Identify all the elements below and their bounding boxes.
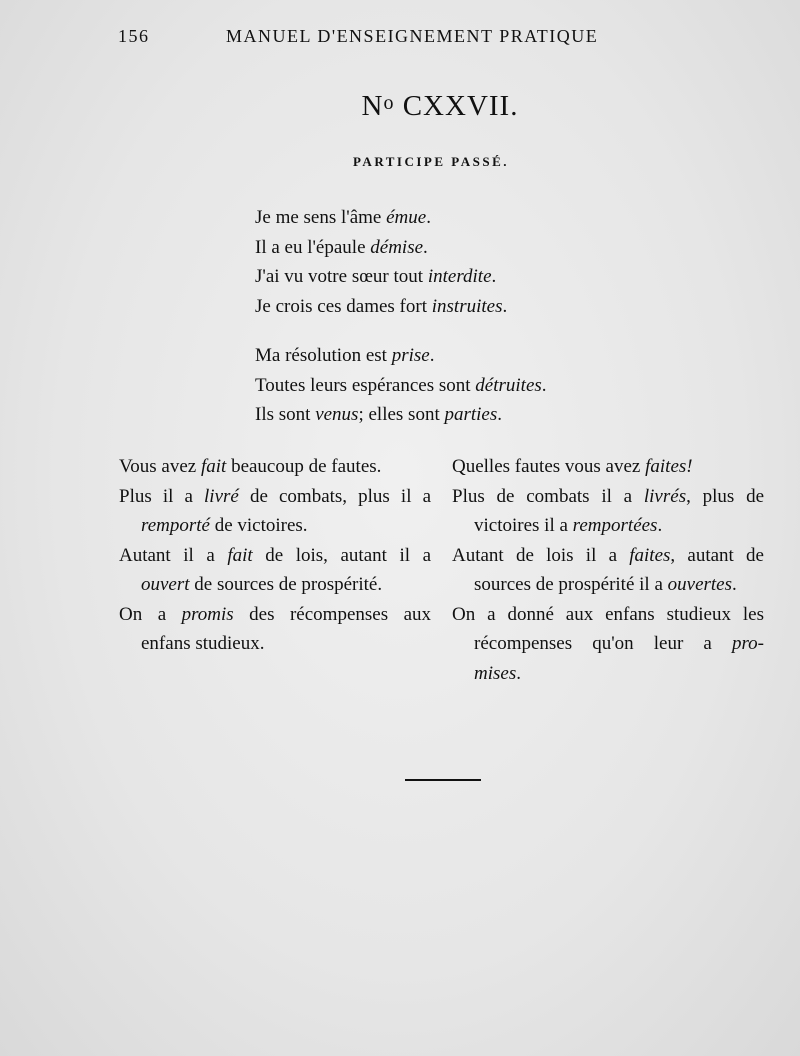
sentence-text: Plus il a <box>119 485 205 507</box>
participle-word: remporté <box>141 515 210 536</box>
sentence-text: . <box>732 574 737 595</box>
sentence-text: sources de prospérité il a <box>474 574 668 595</box>
example-text: J'ai vu votre sœur tout <box>255 266 428 287</box>
sentence-line <box>452 511 764 541</box>
example-participle: instruites <box>431 295 503 317</box>
sentence-line <box>452 570 764 600</box>
sentence-line <box>119 541 431 571</box>
sentence-text: beaucoup de fautes. <box>226 456 382 477</box>
sentence-entry <box>119 482 431 541</box>
example-punct: . <box>491 266 497 287</box>
sentence-text: enfans studieux. <box>141 633 265 654</box>
example-text: Je crois ces dames fort <box>255 295 432 317</box>
sentence-line <box>119 629 431 659</box>
example-punct: . <box>423 236 428 258</box>
example-line <box>255 262 507 292</box>
sentence-text: , plus de <box>686 485 765 507</box>
example-participle: prise <box>391 345 430 366</box>
participle-word: ouvertes <box>667 574 733 595</box>
sentence-text: , autant de <box>670 544 764 566</box>
sentence-text: de lois, autant il a <box>252 544 431 566</box>
example-punct: . <box>541 374 547 396</box>
participle-word: livrés <box>643 485 687 507</box>
sentence-text: Autant il a <box>119 544 228 566</box>
example-text: Je me sens l'âme <box>255 207 387 228</box>
example-text: ; elles sont <box>358 404 445 425</box>
participle-word: ouvert <box>141 574 190 595</box>
sentence-line <box>119 600 431 630</box>
example-line <box>255 341 547 371</box>
sentence-text: On a donné aux enfans studieux les <box>452 603 764 625</box>
sentence-text: des récompenses aux <box>233 603 432 625</box>
sentence-text: Autant de lois il a <box>452 544 630 566</box>
participle-word: promis <box>181 603 234 625</box>
participle-word: livré <box>204 485 239 507</box>
sentence-entry <box>119 541 431 600</box>
sentence-entry <box>119 600 431 659</box>
sentence-text: récompenses qu'on leur a <box>474 633 732 654</box>
end-rule <box>405 779 481 781</box>
sentence-line <box>119 482 431 512</box>
example-text: Ma résolution est <box>255 345 392 366</box>
number-numeral: CXXVII. <box>402 90 519 122</box>
example-punct: . <box>426 207 431 228</box>
sentence-text: de sources de prospérité. <box>189 574 383 595</box>
example-participle: interdite <box>427 266 492 287</box>
sentence-entry <box>119 452 431 482</box>
sentence-text: Quelles fautes vous avez <box>452 456 646 477</box>
example-text: Il a eu l'épaule <box>255 236 371 258</box>
participle-word: faites! <box>645 456 693 477</box>
number-prefix: N <box>361 90 384 122</box>
sentence-line <box>119 452 431 482</box>
number-superscript: o <box>383 92 395 114</box>
sentence-entry <box>452 482 764 541</box>
participle-word: pro- <box>731 633 764 654</box>
example-line <box>255 292 507 322</box>
participle-word: faites <box>629 544 671 566</box>
example-participle: émue <box>386 207 427 228</box>
sentence-line <box>119 570 431 600</box>
sentence-line <box>452 629 764 659</box>
example-punct: . <box>497 404 503 425</box>
examples-group-2 <box>255 341 547 430</box>
right-column <box>452 452 764 688</box>
sentence-line <box>452 541 764 571</box>
sentence-text: de victoires. <box>209 515 308 536</box>
sentence-text: de combats, plus il a <box>238 485 432 507</box>
sentence-text: . <box>657 515 663 536</box>
example-participle: démise <box>370 236 424 258</box>
participle-word: fait <box>200 456 227 477</box>
page-number: 156 <box>118 26 150 46</box>
sentence-entry <box>452 600 764 689</box>
sentence-line <box>119 511 431 541</box>
example-punct: . <box>502 295 508 317</box>
example-participle: venus <box>315 404 359 425</box>
sentence-text: . <box>516 662 521 684</box>
sentence-text: On a <box>119 603 182 625</box>
sentence-line <box>452 482 764 512</box>
example-line <box>255 400 547 430</box>
example-text: Toutes leurs espérances sont <box>255 374 476 396</box>
sentence-entry <box>452 452 764 482</box>
example-line <box>255 203 507 233</box>
sentence-entry <box>452 541 764 600</box>
section-title: PARTICIPE PASSÉ. <box>352 154 510 169</box>
example-participle: détruites <box>475 374 542 396</box>
running-title: MANUEL D'ENSEIGNEMENT PRATIQUE <box>226 26 599 46</box>
sentence-text: Vous avez <box>119 456 201 477</box>
example-participle: parties <box>444 404 498 425</box>
participle-word: fait <box>227 544 253 566</box>
sentence-line <box>452 659 764 689</box>
example-line <box>255 233 507 263</box>
sentence-text: Plus de combats il a <box>452 485 644 507</box>
sentence-text: victoires il a <box>474 515 573 536</box>
participle-word: remportées <box>572 515 658 536</box>
examples-group-1 <box>255 203 507 321</box>
left-column <box>119 452 431 659</box>
example-text: Ils sont <box>255 404 316 425</box>
example-punct: . <box>429 345 435 366</box>
sentence-line <box>452 600 764 630</box>
example-line <box>255 371 547 401</box>
sentence-line <box>452 452 764 482</box>
exercise-number-title <box>0 90 800 123</box>
participle-word: mises <box>474 662 517 684</box>
